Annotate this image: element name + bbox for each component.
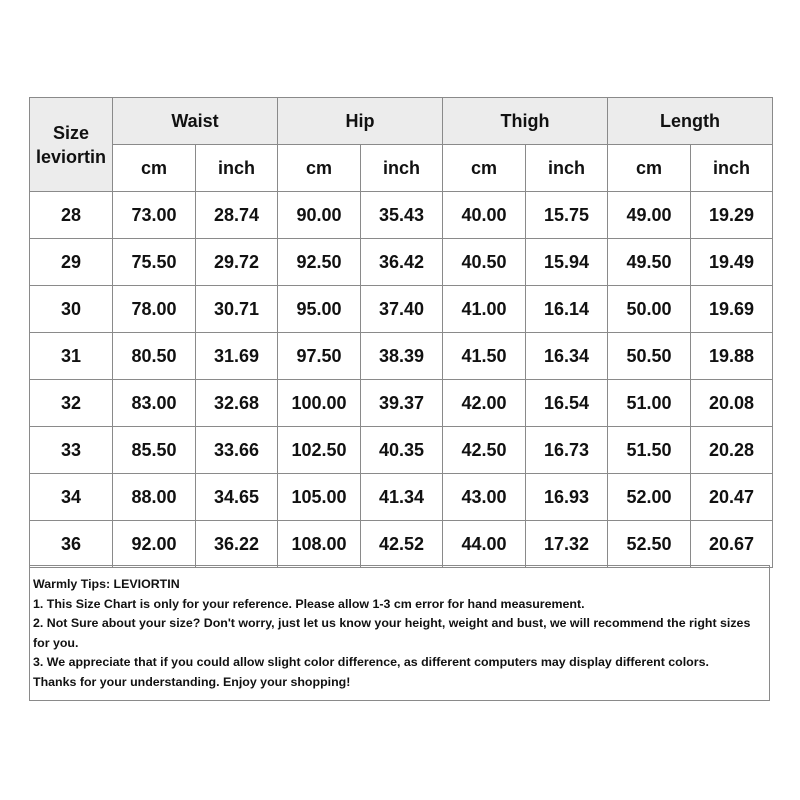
size-cell: 28 [30, 192, 113, 239]
tips-title: Warmly Tips: LEVIORTIN [33, 577, 180, 591]
size-cell: 29 [30, 239, 113, 286]
measurement-cell: 49.00 [608, 192, 691, 239]
measurement-cell: 16.54 [526, 380, 608, 427]
measurement-cell: 17.32 [526, 521, 608, 568]
measurement-cell: 16.73 [526, 427, 608, 474]
table-row [30, 192, 773, 239]
measurement-cell: 83.00 [113, 380, 196, 427]
measurement-cell: 73.00 [113, 192, 196, 239]
measurement-cell: 20.28 [691, 427, 773, 474]
measurement-cell: 41.00 [443, 286, 526, 333]
size-cell: 32 [30, 380, 113, 427]
measurement-cell: 40.50 [443, 239, 526, 286]
measurement-cell: 32.68 [196, 380, 278, 427]
warmly-tips-box [29, 565, 770, 701]
measurement-cell: 50.00 [608, 286, 691, 333]
measurement-cell: 29.72 [196, 239, 278, 286]
tip-line-2: 2. Not Sure about your size? Don't worry, just let us know your height, weight and bust, we will recommend the right sizes for you. [33, 616, 751, 650]
size-header-line2: leviortin [35, 146, 106, 167]
thigh-group-header: Thigh [443, 98, 608, 145]
measurement-cell: 108.00 [278, 521, 361, 568]
tip-line-4: Thanks for your understanding. Enjoy your shopping! [33, 674, 351, 689]
unit-header: cm [608, 145, 691, 192]
unit-header: inch [196, 145, 278, 192]
measurement-cell: 85.50 [113, 427, 196, 474]
measurement-cell: 19.69 [691, 286, 773, 333]
measurement-cell: 19.88 [691, 333, 773, 380]
size-cell: 36 [30, 521, 113, 568]
measurement-cell: 51.00 [608, 380, 691, 427]
measurement-cell: 75.50 [113, 239, 196, 286]
table-row [30, 474, 773, 521]
measurement-cell: 43.00 [443, 474, 526, 521]
measurement-cell: 40.35 [361, 427, 443, 474]
unit-header: inch [361, 145, 443, 192]
measurement-cell: 102.50 [278, 427, 361, 474]
measurement-cell: 41.34 [361, 474, 443, 521]
measurement-cell: 42.00 [443, 380, 526, 427]
tip-line-3: 3. We appreciate that if you could allow slight color difference, as different computers may display different colors. [33, 655, 709, 669]
measurement-cell: 16.34 [526, 333, 608, 380]
measurement-cell: 36.22 [196, 521, 278, 568]
measurement-cell: 52.00 [608, 474, 691, 521]
measurement-cell: 92.50 [278, 239, 361, 286]
measurement-cell: 38.39 [361, 333, 443, 380]
tip-line-1: 1. This Size Chart is only for your reference. Please allow 1-3 cm error for hand measurement. [33, 596, 585, 611]
measurement-cell: 105.00 [278, 474, 361, 521]
header-group-row [30, 98, 773, 145]
measurement-cell: 16.14 [526, 286, 608, 333]
header-unit-row [30, 145, 773, 192]
measurement-cell: 20.67 [691, 521, 773, 568]
table-row [30, 239, 773, 286]
measurement-cell: 39.37 [361, 380, 443, 427]
measurement-cell: 88.00 [113, 474, 196, 521]
measurement-cell: 78.00 [113, 286, 196, 333]
table-row [30, 427, 773, 474]
measurement-cell: 36.42 [361, 239, 443, 286]
measurement-cell: 44.00 [443, 521, 526, 568]
measurement-cell: 52.50 [608, 521, 691, 568]
measurement-cell: 20.47 [691, 474, 773, 521]
measurement-cell: 49.50 [608, 239, 691, 286]
measurement-cell: 80.50 [113, 333, 196, 380]
measurement-cell: 37.40 [361, 286, 443, 333]
unit-header: cm [278, 145, 361, 192]
measurement-cell: 31.69 [196, 333, 278, 380]
measurement-cell: 28.74 [196, 192, 278, 239]
hip-group-header: Hip [278, 98, 443, 145]
measurement-cell: 30.71 [196, 286, 278, 333]
measurement-cell: 50.50 [608, 333, 691, 380]
measurement-cell: 97.50 [278, 333, 361, 380]
size-column-header [30, 98, 113, 192]
unit-header: cm [443, 145, 526, 192]
measurement-cell: 92.00 [113, 521, 196, 568]
length-group-header: Length [608, 98, 773, 145]
measurement-cell: 15.75 [526, 192, 608, 239]
waist-group-header: Waist [113, 98, 278, 145]
measurement-cell: 40.00 [443, 192, 526, 239]
table-row [30, 286, 773, 333]
measurement-cell: 90.00 [278, 192, 361, 239]
measurement-cell: 34.65 [196, 474, 278, 521]
measurement-cell: 42.52 [361, 521, 443, 568]
size-cell: 34 [30, 474, 113, 521]
table-row [30, 380, 773, 427]
measurement-cell: 41.50 [443, 333, 526, 380]
measurement-cell: 20.08 [691, 380, 773, 427]
measurement-cell: 33.66 [196, 427, 278, 474]
unit-header: inch [691, 145, 773, 192]
size-table-body [30, 192, 773, 568]
measurement-cell: 19.49 [691, 239, 773, 286]
measurement-cell: 42.50 [443, 427, 526, 474]
measurement-cell: 15.94 [526, 239, 608, 286]
size-cell: 30 [30, 286, 113, 333]
measurement-cell: 95.00 [278, 286, 361, 333]
unit-header: cm [113, 145, 196, 192]
measurement-cell: 35.43 [361, 192, 443, 239]
size-cell: 33 [30, 427, 113, 474]
size-cell: 31 [30, 333, 113, 380]
measurement-cell: 16.93 [526, 474, 608, 521]
unit-header: inch [526, 145, 608, 192]
size-chart-table [29, 97, 773, 568]
measurement-cell: 19.29 [691, 192, 773, 239]
table-row [30, 521, 773, 568]
table-row [30, 333, 773, 380]
measurement-cell: 51.50 [608, 427, 691, 474]
measurement-cell: 100.00 [278, 380, 361, 427]
size-header-line1: Size [52, 122, 90, 143]
